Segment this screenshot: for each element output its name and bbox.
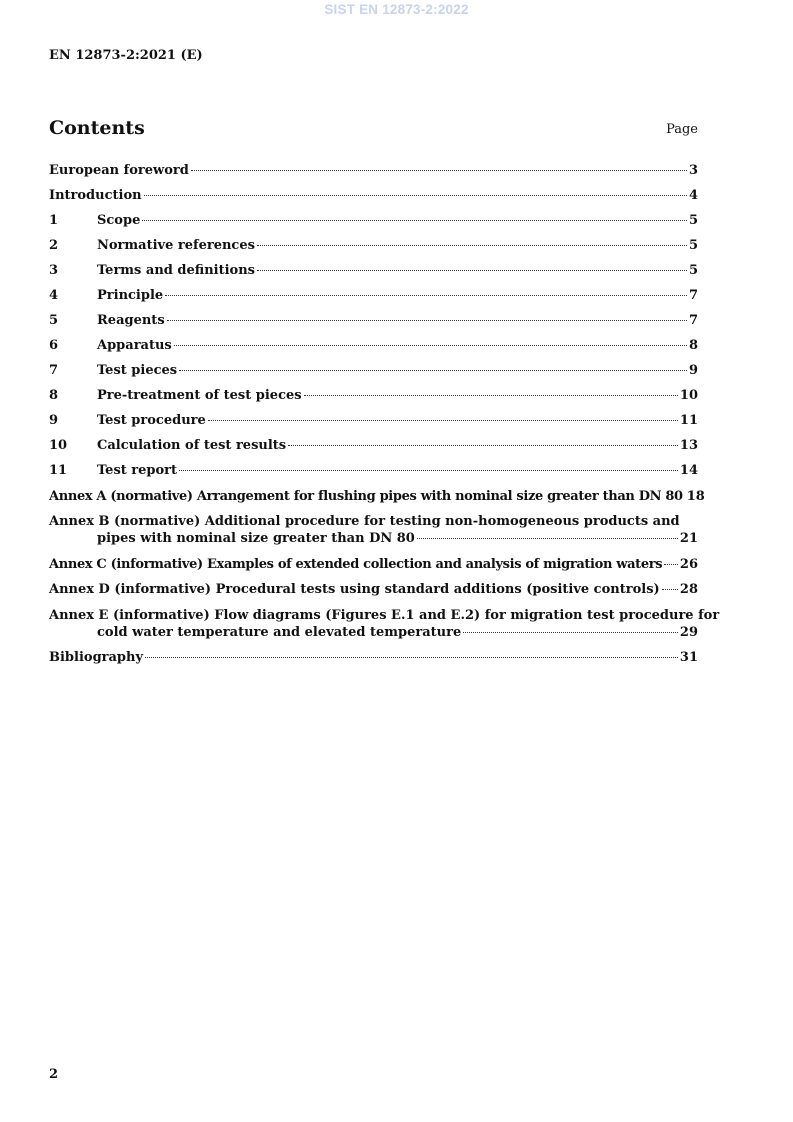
toc-entry-title: Annex A (normative) Arrangement for flushing pipes with nominal size greater than DN 80 bbox=[49, 489, 683, 504]
toc-entry-page: 8 bbox=[688, 338, 698, 353]
toc-entry-number: 6 bbox=[49, 338, 59, 353]
toc-entry-number: 9 bbox=[49, 413, 59, 428]
toc-entry-pre-treatment[interactable] bbox=[49, 387, 698, 404]
toc-entry-page: 11 bbox=[679, 413, 698, 428]
dot-leader bbox=[145, 657, 678, 658]
toc-entry-page: 4 bbox=[688, 188, 698, 203]
toc-entry-annex-a[interactable] bbox=[49, 488, 705, 505]
toc-entry-terms[interactable] bbox=[49, 262, 698, 279]
dot-leader bbox=[179, 370, 687, 371]
dot-leader bbox=[257, 245, 687, 246]
toc-entry-title: Test report bbox=[97, 463, 178, 478]
toc-entry-page: 14 bbox=[679, 463, 698, 478]
toc-entry-test-report[interactable] bbox=[49, 462, 698, 479]
toc-entry-page: 5 bbox=[688, 238, 698, 253]
toc-entry-number: 3 bbox=[49, 263, 59, 278]
dot-leader bbox=[257, 270, 687, 271]
toc-entry-title: Test pieces bbox=[97, 363, 178, 378]
toc-entry-test-procedure[interactable] bbox=[49, 412, 698, 429]
toc-entry-number: 2 bbox=[49, 238, 59, 253]
dot-leader bbox=[417, 538, 678, 539]
toc-entry-title-continued: cold water temperature and elevated temperature bbox=[97, 625, 462, 640]
dot-leader bbox=[304, 395, 678, 396]
toc-entry-annex-b[interactable] bbox=[49, 513, 698, 547]
toc-entry-title: European foreword bbox=[49, 163, 189, 178]
toc-entry-test-pieces[interactable] bbox=[49, 362, 698, 379]
toc-entry-principle[interactable] bbox=[49, 287, 698, 304]
dot-leader bbox=[167, 320, 687, 321]
toc-entry-page: 10 bbox=[679, 388, 698, 403]
dot-leader bbox=[174, 345, 687, 346]
toc-entry-page: 26 bbox=[679, 557, 698, 572]
toc-entry-page: 3 bbox=[688, 163, 698, 178]
toc-entry-number: 5 bbox=[49, 313, 59, 328]
toc-entry-number: 11 bbox=[49, 463, 68, 478]
dot-leader bbox=[463, 632, 678, 633]
toc-entry-normative-references[interactable] bbox=[49, 237, 698, 254]
toc-entry-apparatus[interactable] bbox=[49, 337, 698, 354]
toc-entry-annex-d[interactable] bbox=[49, 581, 698, 598]
dot-leader bbox=[208, 420, 678, 421]
toc-entry-title: Bibliography bbox=[49, 650, 144, 665]
toc-entry-number: 8 bbox=[49, 388, 59, 403]
footer-page-number: 2 bbox=[49, 1067, 59, 1082]
toc-entry-number: 10 bbox=[49, 438, 68, 453]
toc-entry-number: 7 bbox=[49, 363, 59, 378]
toc-entry-annex-e[interactable] bbox=[49, 607, 720, 641]
toc-entry-title: Terms and definitions bbox=[97, 263, 255, 278]
watermark: SIST EN 12873-2:2022 bbox=[324, 2, 469, 17]
dot-leader bbox=[142, 220, 687, 221]
contents-title: Contents bbox=[49, 117, 145, 139]
toc-entry-title: Annex B (normative) Additional procedure for testing non-homogeneous products and bbox=[49, 514, 680, 529]
toc-entry-title: Annex C (informative) Examples of extended collection and analysis of migration waters bbox=[49, 557, 663, 572]
toc-entry-page: 18 bbox=[686, 489, 705, 504]
toc-entry-title: Calculation of test results bbox=[97, 438, 287, 453]
toc-entry-title: Reagents bbox=[97, 313, 165, 328]
dot-leader bbox=[664, 564, 678, 565]
toc-entry-page: 7 bbox=[688, 313, 698, 328]
dot-leader bbox=[165, 295, 687, 296]
toc-entry-reagents[interactable] bbox=[49, 312, 698, 329]
toc-entry-page: 5 bbox=[688, 263, 698, 278]
dot-leader bbox=[191, 170, 687, 171]
toc-entry-title: Normative references bbox=[97, 238, 255, 253]
document-id: EN 12873-2:2021 (E) bbox=[49, 48, 203, 63]
toc-entry-foreword[interactable] bbox=[49, 162, 698, 179]
toc-entry-introduction[interactable] bbox=[49, 187, 698, 204]
toc-entry-page: 9 bbox=[688, 363, 698, 378]
toc-entry-scope[interactable] bbox=[49, 212, 698, 229]
toc-entry-title: Annex E (informative) Flow diagrams (Figures E.1 and E.2) for migration test procedure for bbox=[49, 608, 720, 623]
toc-entry-calculation[interactable] bbox=[49, 437, 698, 454]
page-column-label: Page bbox=[666, 122, 698, 137]
dot-leader bbox=[662, 589, 678, 590]
toc-entry-title: Annex D (informative) Procedural tests using standard additions (positive controls) bbox=[49, 582, 660, 597]
dot-leader bbox=[144, 195, 687, 196]
toc-entry-page: 29 bbox=[679, 625, 698, 640]
toc-entry-annex-c[interactable] bbox=[49, 556, 698, 573]
toc-entry-page: 28 bbox=[679, 582, 698, 597]
toc-entry-page: 5 bbox=[688, 213, 698, 228]
toc-entry-page: 31 bbox=[679, 650, 698, 665]
toc-entry-title: Introduction bbox=[49, 188, 142, 203]
toc-entry-title-continued: pipes with nominal size greater than DN 80 bbox=[97, 531, 415, 546]
toc-entry-title: Test procedure bbox=[97, 413, 206, 428]
dot-leader bbox=[288, 445, 678, 446]
toc-entry-number: 1 bbox=[49, 213, 59, 228]
toc-entry-page: 13 bbox=[679, 438, 698, 453]
dot-leader bbox=[179, 470, 678, 471]
toc-entry-bibliography[interactable] bbox=[49, 649, 698, 666]
toc-entry-title: Pre-treatment of test pieces bbox=[97, 388, 302, 403]
toc-entry-number: 4 bbox=[49, 288, 59, 303]
toc-entry-title: Principle bbox=[97, 288, 164, 303]
toc-entry-title: Apparatus bbox=[97, 338, 172, 353]
toc-entry-page: 7 bbox=[688, 288, 698, 303]
toc-entry-page: 21 bbox=[679, 531, 698, 546]
toc-entry-title: Scope bbox=[97, 213, 141, 228]
